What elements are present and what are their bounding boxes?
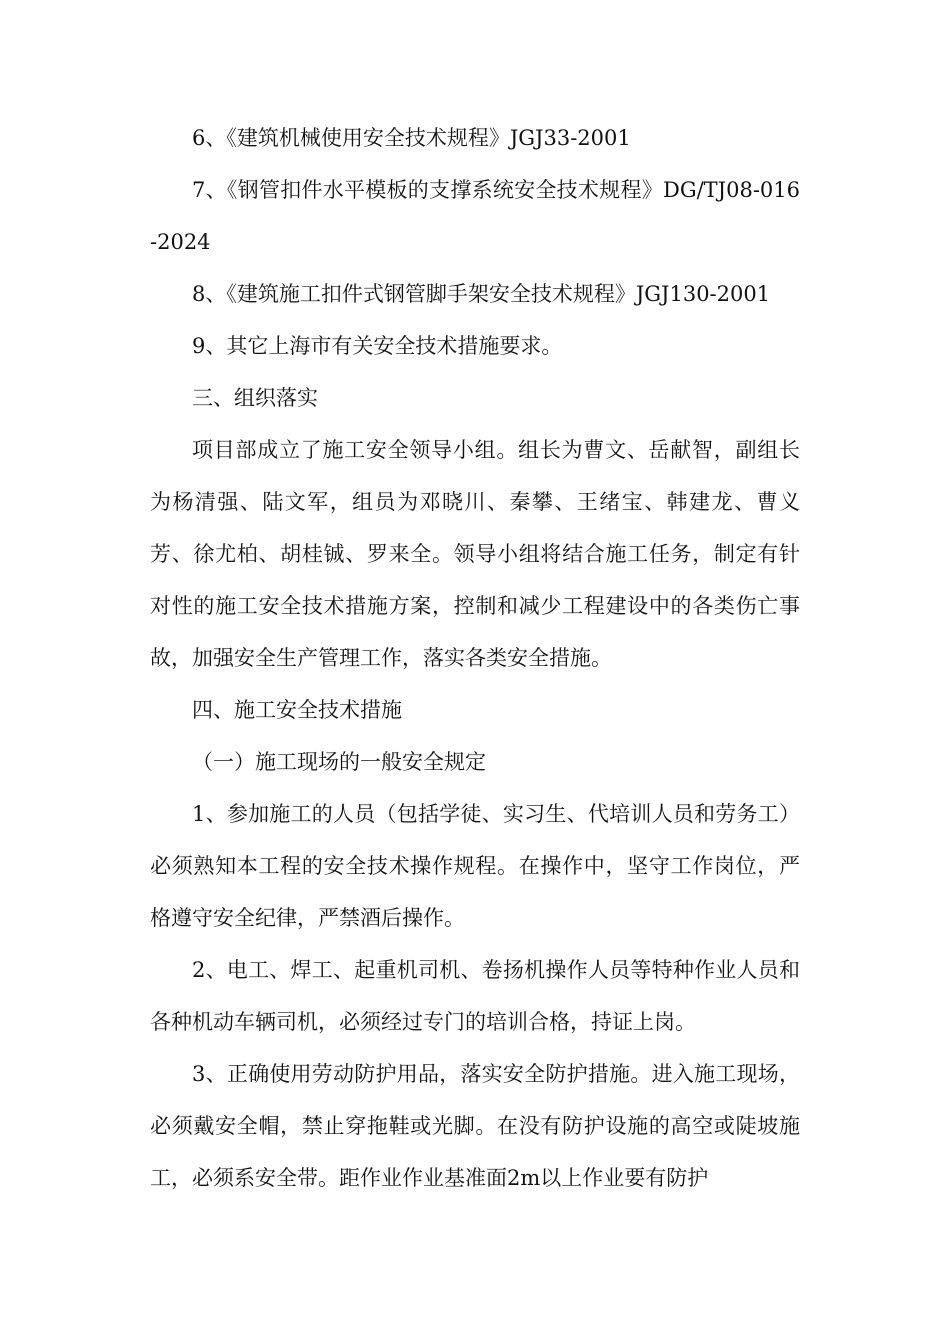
section-heading-safety-measures: 四、施工安全技术措施 (192, 698, 402, 722)
rule-item-2: 2、电工、焊工、起重机司机、卷扬机操作人员等特种作业人员和各种机动车辆司机，必须经过专门的培训合格，持证上岗。 (150, 958, 800, 1034)
paragraph-item-9: 9、其它上海市有关安全技术措施要求。 (192, 334, 563, 358)
rule-item-1: 1、参加施工的人员（包括学徒、实习生、代培训人员和劳务工）必须熟知本工程的安全技术操作规程。在操作中，坚守工作岗位，严格遵守安全纪律，严禁酒后操作。 (150, 802, 800, 930)
paragraph-item-8: 8、《建筑施工扣件式钢管脚手架安全技术规程》JGJ130-2001 (192, 282, 771, 306)
paragraph-item-7: 7、《钢管扣件水平模板的支撑系统安全技术规程》DG/TJ08-016-2024 (150, 178, 800, 254)
rule-item-3: 3、正确使用劳动防护用品，落实安全防护措施。进入施工现场，必须戴安全帽，禁止穿拖鞋或光脚。在没有防护设施的高空或陡坡施工，必须系安全带。距作业作业基准面2m以上作业要有防护 (150, 1062, 800, 1190)
section-heading-organization: 三、组织落实 (192, 386, 318, 410)
subsection-heading-general-rules: （一）施工现场的一般安全规定 (192, 750, 486, 774)
paragraph-item-6: 6、《建筑机械使用安全技术规程》JGJ33-2001 (192, 126, 631, 150)
paragraph-leadership-group: 项目部成立了施工安全领导小组。组长为曹文、岳献智，副组长为杨清强、陆文军，组员为邓晓川、秦攀、王绪宝、韩建龙、曹义芳、徐尤柏、胡桂铖、罗来全。领导小组将结合施工任务，制定有针对性的施工安全技术措施方案，控制和减少工程建设中的各类伤亡事故，加强安全生产管理工作，落实各类安全措施。 (150, 438, 800, 670)
document-body (150, 112, 800, 1204)
